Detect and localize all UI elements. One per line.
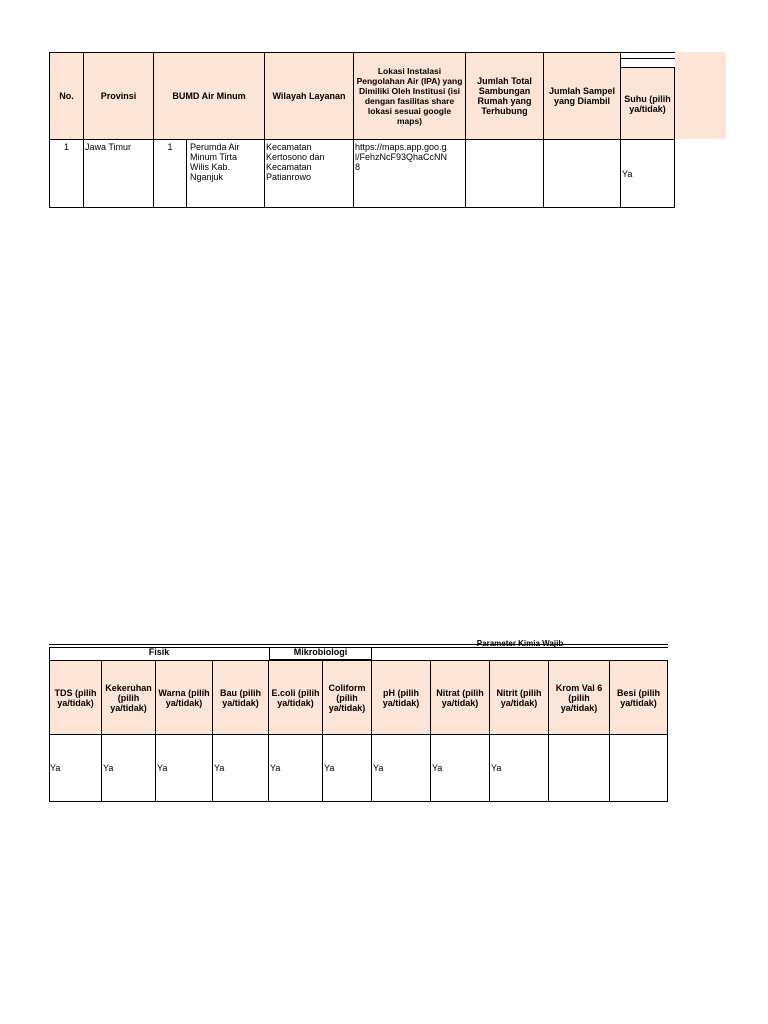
header-coliform: Coliform (pilih ya/tidak) <box>322 660 372 735</box>
header-nitrit: Nitrit (pilih ya/tidak) <box>489 660 549 735</box>
cell-sampel <box>543 139 621 208</box>
group-fisik: Fisik <box>148 647 170 657</box>
header-nitrat: Nitrat (pilih ya/tidak) <box>430 660 490 735</box>
suhu-top-rule-1 <box>620 52 675 53</box>
value-besi <box>609 734 668 802</box>
value-kekeruhan: Ya <box>101 734 156 802</box>
value-ph: Ya <box>371 734 431 802</box>
header-krom: Krom Val 6 (pilih ya/tidak) <box>548 660 610 735</box>
value-ecoli: Ya <box>268 734 323 802</box>
cell-suhu: Ya <box>620 139 675 208</box>
header-tds: TDS (pilih ya/tidak) <box>49 660 102 735</box>
cell-provinsi: Jawa Timur <box>83 139 154 208</box>
value-warna: Ya <box>155 734 213 802</box>
header-lokasi: Lokasi Instalasi Pengolahan Air (IPA) yang Dimiliki Oleh Institusi (isi dengan fasilitas share lokasi sesuai google maps) <box>353 52 466 140</box>
value-nitrit: Ya <box>489 734 549 802</box>
group-fisik-left-rule <box>49 647 50 661</box>
cell-wilayah: Kecamatan Kertosono dan Kecamatan Patianrowo <box>264 139 354 208</box>
header-suhu: Suhu (pilih ya/tidak) <box>620 67 675 140</box>
cell-no: 1 <box>49 139 84 208</box>
value-coliform: Ya <box>322 734 372 802</box>
value-nitrat: Ya <box>430 734 490 802</box>
header-warna: Warna (pilih ya/tidak) <box>155 660 213 735</box>
value-krom <box>548 734 610 802</box>
header-ph: pH (pilih ya/tidak) <box>371 660 431 735</box>
value-bau: Ya <box>212 734 269 802</box>
suhu-left-rule <box>620 52 621 67</box>
suhu-top-rule-2 <box>620 58 675 59</box>
cell-bumd-no: 1 <box>153 139 187 208</box>
header-provinsi: Provinsi <box>83 52 154 140</box>
cell-sambungan <box>465 139 544 208</box>
header-sampel: Jumlah Sampel yang Diambil <box>543 52 621 140</box>
header-ecoli: E.coli (pilih ya/tidak) <box>268 660 323 735</box>
header-no: No. <box>49 52 84 140</box>
header-bumd: BUMD Air Minum <box>153 52 265 140</box>
header-kekeruhan: Kekeruhan (pilih ya/tidak) <box>101 660 156 735</box>
header-wilayah: Wilayah Layanan <box>264 52 354 140</box>
value-tds: Ya <box>49 734 102 802</box>
cell-bumd-name: Perumda Air Minum Tirta Wilis Kab. Nganjuk <box>186 139 265 208</box>
cell-lokasi: https://maps.app.goo.gl/FehzNcF93QhaCcNN8 <box>353 139 466 208</box>
header-band-extension <box>675 52 726 139</box>
group-mikrobiologi: Mikrobiologi <box>269 647 372 660</box>
header-bau: Bau (pilih ya/tidak) <box>212 660 269 735</box>
header-sambungan: Jumlah Total Sambungan Rumah yang Terhubung <box>465 52 544 140</box>
header-besi: Besi (pilih ya/tidak) <box>609 660 668 735</box>
group-kimia: Parameter Kimia Wajib <box>476 640 564 648</box>
